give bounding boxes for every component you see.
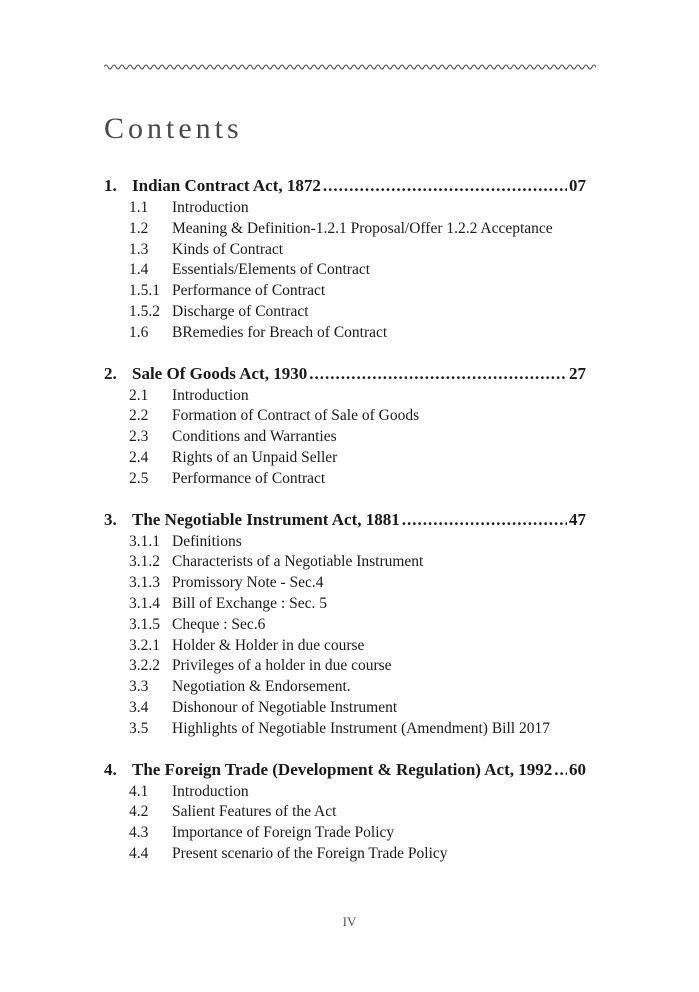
- chapter-number: 1.: [104, 176, 117, 195]
- dot-leader: [309, 362, 567, 386]
- item-text: Highlights of Negotiable Instrument (Amendment) Bill 2017: [172, 719, 550, 737]
- item-text: Importance of Foreign Trade Policy: [172, 824, 395, 842]
- item-number: 3.2.1: [129, 636, 160, 654]
- toc-item[interactable]: [104, 427, 586, 448]
- item-text: Dishonour of Negotiable Instrument: [172, 698, 398, 716]
- item-number: 2.4: [129, 448, 149, 466]
- toc-item[interactable]: [104, 594, 586, 615]
- toc-item[interactable]: [104, 698, 586, 719]
- chapter-section: [104, 174, 586, 344]
- toc-item[interactable]: [104, 677, 586, 698]
- toc-item[interactable]: [104, 448, 586, 469]
- toc-item[interactable]: [104, 406, 586, 427]
- item-number: 2.2: [129, 407, 149, 425]
- item-text: Negotiation & Endorsement.: [172, 678, 351, 696]
- item-text: Conditions and Warranties: [172, 428, 337, 446]
- toc-item[interactable]: [104, 552, 586, 573]
- item-number: 3.1.4: [129, 594, 160, 612]
- item-number: 4.1: [129, 782, 149, 800]
- item-text: BRemedies for Breach of Contract: [172, 323, 388, 341]
- item-number: 3.1.3: [129, 574, 160, 592]
- chapter-page-number: 47: [569, 509, 586, 529]
- item-number: 1.5.2: [129, 302, 160, 320]
- toc-item[interactable]: [104, 198, 586, 219]
- decorative-wave-divider: [104, 60, 596, 74]
- item-number: 4.3: [129, 824, 149, 842]
- chapter-heading[interactable]: [104, 508, 586, 532]
- item-text: Introduction: [172, 199, 249, 216]
- toc-item[interactable]: [104, 302, 586, 323]
- item-text: Performance of Contract: [172, 282, 326, 300]
- dot-leader: [323, 174, 567, 198]
- item-text: Definitions: [172, 532, 242, 550]
- page-number: IV: [342, 914, 357, 929]
- item-text: Meaning & Definition-1.2.1 Proposal/Offer 1.2.2 Acceptance: [172, 219, 553, 237]
- item-text: Rights of an Unpaid Seller: [172, 448, 338, 466]
- page-title: Contents: [104, 112, 243, 146]
- toc-item[interactable]: [104, 844, 586, 865]
- item-text: Privileges of a holder in due course: [172, 657, 392, 675]
- toc-item[interactable]: [104, 219, 586, 240]
- item-number: 4.4: [129, 844, 149, 862]
- chapter-section: [104, 362, 586, 490]
- dot-leader: [554, 758, 567, 782]
- item-text: Characterists of a Negotiable Instrument: [172, 553, 424, 571]
- chapter-page-number: 07: [569, 176, 586, 195]
- item-number: 3.1.5: [129, 615, 160, 633]
- item-number: 1.3: [129, 240, 149, 258]
- toc-item[interactable]: [104, 615, 586, 636]
- item-number: 1.6: [129, 323, 149, 341]
- chapter-number: 2.: [104, 363, 117, 383]
- item-text: Kinds of Contract: [172, 240, 284, 258]
- toc-item[interactable]: [104, 656, 586, 677]
- toc-item[interactable]: [104, 469, 586, 490]
- item-text: Promissory Note - Sec.4: [172, 574, 324, 592]
- toc-item[interactable]: [104, 782, 586, 803]
- toc-item[interactable]: [104, 719, 586, 740]
- chapter-title: The Negotiable Instrument Act, 1881: [132, 509, 400, 529]
- toc-item[interactable]: [104, 323, 586, 344]
- item-number: 2.3: [129, 428, 149, 446]
- toc-item[interactable]: [104, 386, 586, 407]
- item-text: Introduction: [172, 386, 249, 404]
- item-number: 3.5: [129, 719, 149, 737]
- item-text: Present scenario of the Foreign Trade Policy: [172, 844, 448, 862]
- item-number: 3.2.2: [129, 657, 160, 675]
- item-number: 1.1: [129, 199, 149, 216]
- item-text: Salient Features of the Act: [172, 803, 337, 821]
- item-text: Performance of Contract: [172, 469, 326, 487]
- chapter-number: 4.: [104, 759, 117, 779]
- item-text: Discharge of Contract: [172, 302, 309, 320]
- item-number: 1.5.1: [129, 282, 160, 300]
- chapter-page-number: 60: [569, 759, 586, 779]
- chapter-heading[interactable]: [104, 174, 586, 198]
- toc-item[interactable]: [104, 802, 586, 823]
- toc-item[interactable]: [104, 636, 586, 657]
- dot-leader: [402, 508, 567, 532]
- chapter-section: [104, 758, 586, 865]
- chapter-title: The Foreign Trade (Development & Regulation) Act, 1992: [132, 759, 553, 779]
- item-number: 4.2: [129, 803, 149, 821]
- chapter-heading[interactable]: [104, 758, 586, 782]
- toc-item[interactable]: [104, 823, 586, 844]
- item-number: 3.1.1: [129, 532, 160, 550]
- table-of-contents: [104, 174, 586, 883]
- item-number: 3.3: [129, 678, 149, 696]
- toc-item[interactable]: [104, 260, 586, 281]
- item-text: Cheque : Sec.6: [172, 615, 266, 633]
- item-text: Formation of Contract of Sale of Goods: [172, 407, 420, 425]
- item-text: Essentials/Elements of Contract: [172, 261, 371, 279]
- toc-item[interactable]: [104, 532, 586, 553]
- item-number: 3.4: [129, 698, 149, 716]
- chapter-section: [104, 508, 586, 740]
- item-number: 3.1.2: [129, 553, 160, 571]
- chapter-title: Indian Contract Act, 1872: [132, 176, 321, 195]
- item-text: Bill of Exchange : Sec. 5: [172, 594, 327, 612]
- chapter-page-number: 27: [569, 363, 586, 383]
- item-text: Holder & Holder in due course: [172, 636, 365, 654]
- item-number: 1.2: [129, 219, 149, 237]
- chapter-title: Sale Of Goods Act, 1930: [132, 363, 308, 383]
- item-number: 2.1: [129, 386, 149, 404]
- toc-item[interactable]: [104, 281, 586, 302]
- item-number: 2.5: [129, 469, 149, 487]
- toc-item[interactable]: [104, 240, 586, 261]
- chapter-number: 3.: [104, 509, 117, 529]
- toc-item[interactable]: [104, 573, 586, 594]
- item-text: Introduction: [172, 782, 249, 800]
- chapter-heading[interactable]: [104, 362, 586, 386]
- item-number: 1.4: [129, 261, 149, 279]
